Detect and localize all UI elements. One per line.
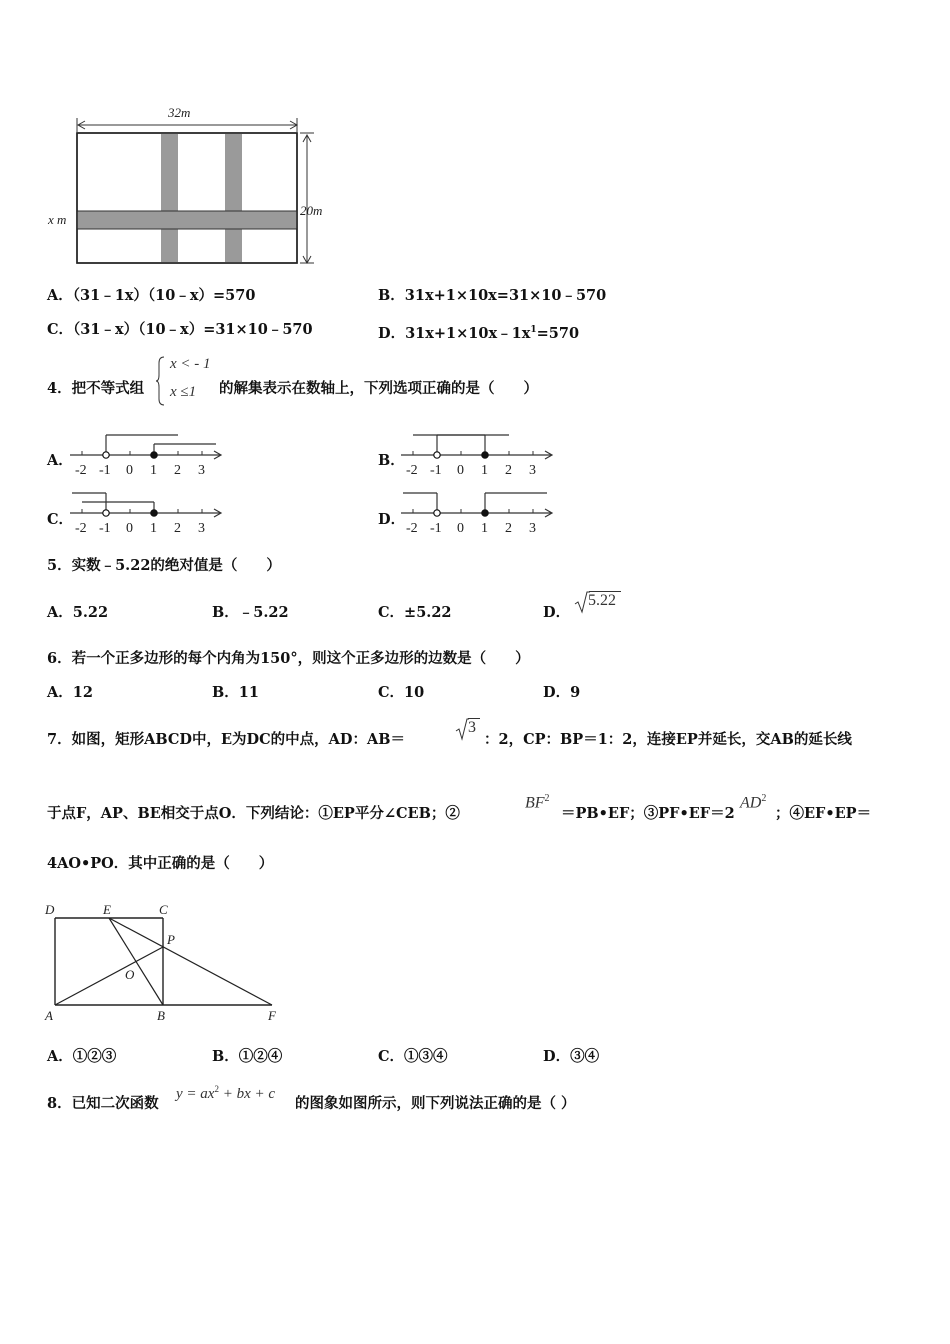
- tick-label: 0: [457, 463, 464, 478]
- tick-label: 0: [126, 463, 133, 478]
- tick-label: 2: [505, 463, 512, 478]
- q5-option-d: D．: [543, 604, 571, 621]
- tick-label: -2: [75, 521, 87, 536]
- q6-option-c: C．10: [378, 684, 425, 701]
- tick-label: 3: [529, 463, 536, 478]
- q4-question: 4．把不等式组: [47, 380, 145, 397]
- q4-option-d-label: D．: [378, 511, 406, 528]
- point-f-label: F: [268, 1008, 276, 1023]
- tick-label: 2: [174, 521, 181, 536]
- q3-option-a: A．（31﹣1x）（10﹣x）=570: [47, 287, 256, 304]
- tick-label: 0: [457, 521, 464, 536]
- tick-label: 3: [198, 463, 205, 478]
- solid-point: [482, 510, 488, 516]
- q3-option-c: C．（31﹣x）（10﹣x）=31×10﹣570: [47, 321, 313, 338]
- point-d-label: D: [45, 902, 55, 917]
- number-line-a: [68, 428, 228, 480]
- hollow-point: [434, 510, 440, 516]
- hollow-point: [434, 452, 440, 458]
- q5-sqrt-value: 5.22: [588, 592, 616, 609]
- hollow-point: [103, 510, 109, 516]
- solid-point: [151, 452, 157, 458]
- q3-option-b: B．31x+1×10x=31×10﹣570: [378, 287, 607, 304]
- q7-line1-a: 7．如图，矩形ABCD中，E为DC的中点，AD：AB＝: [47, 731, 405, 748]
- point-c-label: C: [159, 902, 168, 917]
- tick-label: -1: [99, 521, 111, 536]
- q7-option-d: D．③④: [543, 1048, 600, 1065]
- point-p-label: P: [167, 932, 175, 947]
- tick-label: 0: [126, 521, 133, 536]
- tick-label: 2: [505, 521, 512, 536]
- park-road-figure: [40, 100, 350, 275]
- sqrt-sign: [455, 717, 469, 741]
- number-line-d: [399, 486, 559, 538]
- q7-rectangle-figure: [40, 898, 290, 1028]
- q4-option-b-label: B．: [378, 452, 405, 469]
- q4-inequality-1: x < - 1: [170, 356, 211, 372]
- tick-label: 1: [150, 463, 157, 478]
- tick-label: 3: [198, 521, 205, 536]
- q7-sqrt-value: 3: [468, 719, 476, 736]
- q4-question-suffix: 的解集表示在数轴上，下列选项正确的是（ ）: [219, 380, 538, 397]
- q5-question: 5．实数﹣5.22的绝对值是（ ）: [47, 557, 281, 574]
- q7-line2-b: ＝PB•EF；③PF•EF＝2: [561, 805, 735, 822]
- point-o-label: O: [125, 967, 135, 982]
- q6-option-a: A．12: [47, 684, 93, 701]
- tick-label: -2: [406, 521, 418, 536]
- number-line-c: [68, 486, 228, 538]
- q6-option-b: B．11: [212, 684, 259, 701]
- q7-line1-b: ：2，CP：BP＝1：2，连接EP并延长，交AB的延长线: [484, 731, 852, 748]
- width-label: 32m: [168, 105, 191, 120]
- q5-option-a: A．5.22: [47, 604, 109, 621]
- q8-prefix: 8．已知二次函数: [47, 1095, 159, 1112]
- q4-option-c-label: C．: [47, 511, 74, 528]
- q4-inequality-2: x ≤1: [170, 384, 197, 400]
- q4-option-a-label: A．: [47, 452, 73, 469]
- point-a-label: A: [45, 1008, 53, 1023]
- solid-point: [151, 510, 157, 516]
- q6-question: 6．若一个正多边形的每个内角为150°，则这个正多边形的边数是（ ）: [47, 650, 530, 667]
- q7-ad-squared: $AD^2$: [740, 793, 767, 812]
- road-width-label: x m: [48, 212, 67, 227]
- q7-line2-c: ；④EF•EP＝: [775, 805, 872, 822]
- tick-label: -2: [406, 463, 418, 478]
- tick-label: -1: [99, 463, 111, 478]
- tick-label: 1: [481, 463, 488, 478]
- q6-option-d: D．9: [543, 684, 581, 701]
- tick-label: 1: [150, 521, 157, 536]
- q7-option-c: C．①③④: [378, 1048, 448, 1065]
- tick-label: 3: [529, 521, 536, 536]
- solid-point: [482, 452, 488, 458]
- tick-label: -1: [430, 463, 442, 478]
- q7-option-b: B．①②④: [212, 1048, 283, 1065]
- q3-option-d: D．$31x+1\times 10x﹣1x^1=570$: [378, 324, 580, 342]
- q4-inequality-brace: [156, 355, 166, 407]
- point-b-label: B: [157, 1008, 165, 1023]
- q7-bf-squared: $BF^2$: [525, 793, 550, 812]
- point-e-label: E: [103, 902, 111, 917]
- number-line-b: [399, 428, 559, 480]
- q7-option-a: A．①②③: [47, 1048, 117, 1065]
- tick-label: -1: [430, 521, 442, 536]
- height-label: 20m: [300, 203, 323, 218]
- tick-label: -2: [75, 463, 87, 478]
- tick-label: 2: [174, 463, 181, 478]
- q7-line3: 4AO•PO．其中正确的是（ ）: [47, 855, 274, 872]
- q5-option-b: B．﹣5.22: [212, 604, 289, 621]
- q8-suffix: 的图象如图所示，则下列说法正确的是（ ）: [295, 1095, 576, 1112]
- hollow-point: [103, 452, 109, 458]
- q8-formula: $y = ax^2$ + bx + c: [176, 1084, 276, 1102]
- q7-line2-a: 于点F，AP、BE相交于点O．下列结论：①EP平分∠CEB；②: [47, 805, 460, 822]
- tick-label: 1: [481, 521, 488, 536]
- q5-option-c: C．±5.22: [378, 604, 452, 621]
